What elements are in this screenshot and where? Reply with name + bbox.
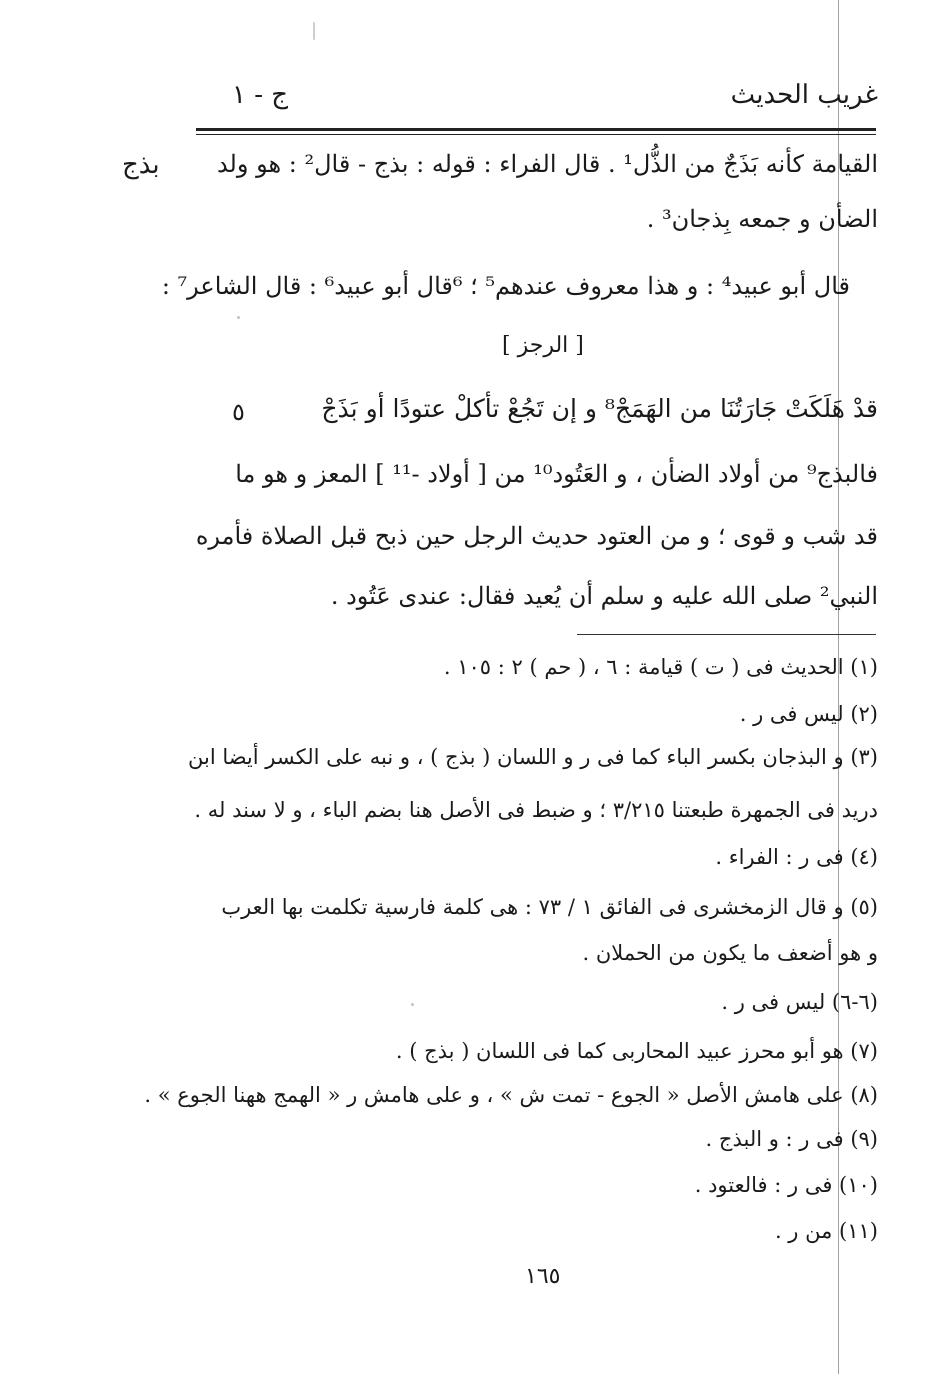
footnote-rule [577,634,876,635]
page-header-title: غريب الحديث [730,80,878,110]
verse-line: قدْ هَلَكَتْ جَارَتُنَا من الهَمَجْ⁸ و إن تَجُعْ تأكلْ عتودًا أو بَذَجْ [321,394,878,423]
scan-speck [411,1003,414,1006]
body-line: القيامة كأنه بَذَجٌ من الذُّل¹ . قال الفراء : قوله : بذج - قال² : هو ولد [216,150,878,178]
scan-speck [237,316,240,319]
footnote: (١١) من ر . [774,1219,878,1243]
page-number: ١٦٥ [525,1264,561,1289]
verse-number: ٥ [232,398,245,426]
footnote: (٤) فى ر : الفراء . [715,845,878,869]
body-line: قال أبو عبيد⁴ : و هذا معروف عندهم⁵ ؛ ⁶قال أبو عبيد⁶ : قال الشاعر⁷ : [161,272,850,300]
header-thick-rule [196,128,876,131]
footnote: (١) الحديث فى ( ت ) قيامة : ٦ ، ( حم ) ٢ : ١٠٥ . [443,655,878,679]
body-line: النبي² صلى الله عليه و سلم أن يُعيد فقال: عندى عَتُود . [330,582,878,610]
header-thin-rule [196,134,876,135]
body-line: فالبذج⁹ من أولاد الضأن ، و العَتُود¹⁰ من [ أولاد -¹¹ ] المعز و هو ما [235,460,878,488]
footnote: (٥) و قال الزمخشرى فى الفائق ١ / ٧٣ : هى كلمة فارسية تكلمت بها العرب [221,895,878,919]
footnote: (١٠) فى ر : فالعتود . [694,1173,878,1197]
page-header-volume: ج - ١ [232,80,289,110]
footnote: (٦-٦) ليس فى ر . [721,990,878,1014]
footnote: (٣) و البذجان بكسر الباء كما فى ر و اللسان ( بذج ) ، و نبه على الكسر أيضا ابن [187,745,878,769]
body-line: قد شب و قوى ؛ و من العتود حديث الرجل حين ذبح قبل الصلاة فأمره [195,522,878,550]
footnote: (٢) ليس فى ر . [739,702,878,726]
footnote: دريد فى الجمهرة طبعتنا ٣/٢١٥ ؛ و ضبط فى الأصل هنا بضم الباء ، و لا سند له . [194,798,878,822]
verse-meter: [ الرجز ] [502,333,584,358]
scan-speck [313,22,315,40]
footnote: (٩) فى ر : و البذج . [705,1127,878,1151]
margin-keyword: بذج [122,150,160,180]
footnote: (٧) هو أبو محرز عبيد المحاربى كما فى اللسان ( بذج ) . [395,1039,878,1063]
footnote: (٨) على هامش الأصل « الجوع - تمت ش » ، و على هامش ر « الهمج ههنا الجوع » . [144,1083,878,1107]
body-line: الضأن و جمعه بِذجان³ . [646,205,878,233]
footnote: و هو أضعف ما يكون من الحملان . [582,941,878,965]
